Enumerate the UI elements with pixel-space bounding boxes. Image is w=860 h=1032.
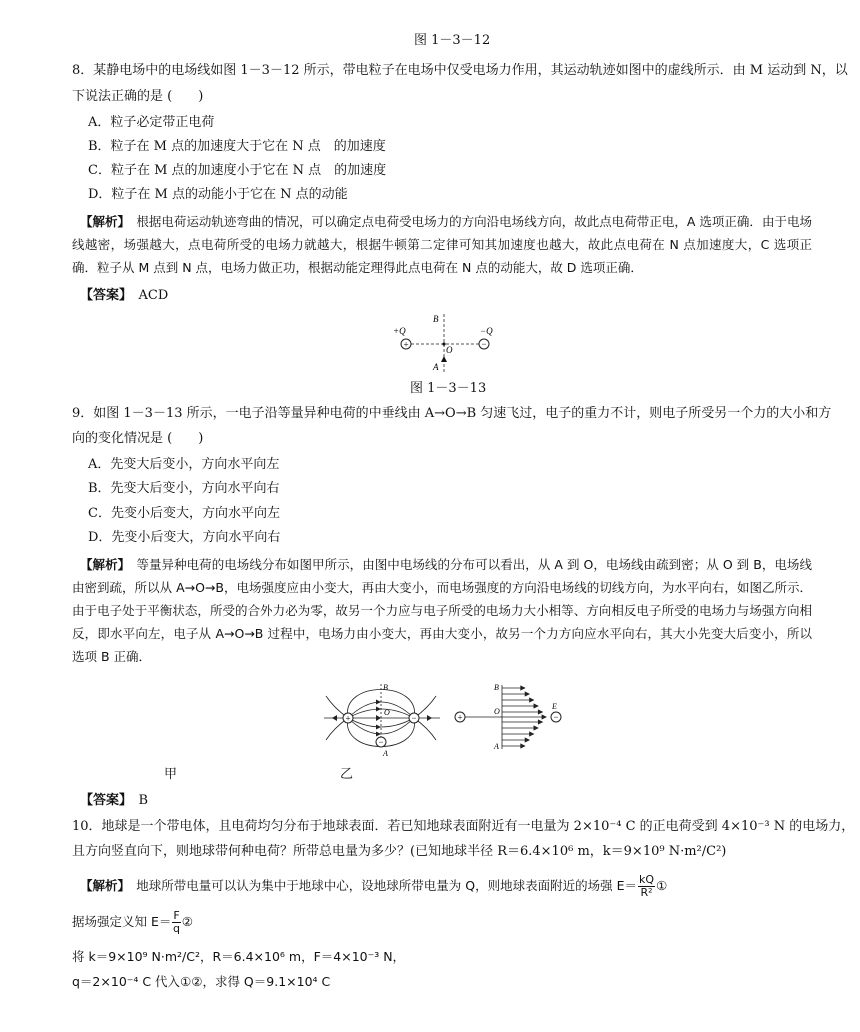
analysis-label: 【解析】 <box>80 878 124 893</box>
field-arrowhead <box>521 744 525 748</box>
field-arrowhead <box>534 704 538 708</box>
answer-label: 【答案】 <box>80 288 126 303</box>
q10-stem-line2: 且方向竖直向下，则地球带何种电荷？所带总电量为多少？(已知地球半径 R＝6.4×10⁶ m，k＝9×10⁹ N·m²/C²) <box>72 844 727 859</box>
label-o: O <box>446 345 453 355</box>
q8-option-c: C．粒子在 M 点的加速度小于它在 N 点 的加速度 <box>88 163 387 178</box>
q10-analysis-line4: q＝2×10⁻⁴ C 代入①②，求得 Q＝9.1×10⁴ C <box>72 974 331 989</box>
q9-answer <box>80 792 148 810</box>
analysis-label: 【解析】 <box>80 557 124 572</box>
field-arrowhead <box>534 726 538 730</box>
figure-caption-1-3-12: 图 1－3－12 <box>414 33 491 48</box>
q8-option-a: A．粒子必定带正电荷 <box>88 115 215 130</box>
analysis-label: 【解析】 <box>80 214 124 229</box>
q8-answer <box>80 287 168 305</box>
svg-text:−: − <box>553 712 559 722</box>
q8-option-b: B．粒子在 M 点的加速度大于它在 N 点 的加速度 <box>88 139 386 154</box>
label-b: B <box>494 683 499 692</box>
figure-yi-field-arrows <box>452 682 572 754</box>
figure-jia-field-lines <box>320 682 463 762</box>
q9-option-d: D．先变小后变大，方向水平向右 <box>88 530 281 545</box>
q8-analysis <box>72 210 812 279</box>
figure-label-yi: 乙 <box>340 767 354 782</box>
analysis-text: 等量异种电荷的电场线分布如图甲所示，由图中电场线的分布可以看出，从 A 到 O，电场线由疏到密；从 O 到 B，电场线由密到疏，所以从 A→O→B，电场强度应由小变大，再由大变小，而电场强度的方向沿电场线的切线方向，为水平向右，如图乙所示．由于电子处于平衡状态，所受的合外力必为零，故另一个力应与电子所受的电场力大小相等、方向相反电子所受的电场力与场强方向相反，即水平向左，电子从 A→O→B 过程中，电场力由小变大，再由大变小，故另一个力方向应水平向右，其大小先变大后变小，所以选项 B 正确． <box>72 557 812 664</box>
field-arrowhead <box>521 686 525 690</box>
q10-analysis-line1: 【解析】 地球所带电量可以认为集中于地球中心，设地球所带电量为 Q，则地球表面附近的场强 E＝ $\frac{kQ}{\text{R²}}$ ① <box>80 873 668 899</box>
svg-text:+: + <box>345 713 351 724</box>
field-arrowhead <box>530 698 534 702</box>
figure-caption-1-3-13: 图 1－3－13 <box>410 381 487 396</box>
answer-label: 【答案】 <box>80 793 126 808</box>
answer-value: ACD <box>138 288 169 303</box>
fraction-f-q: $\frac{F}{q}$ <box>173 909 181 935</box>
q9-stem-line1: 9．如图 1－3－13 所示，一电子沿等量异种电荷的中垂线由 A→O→B 匀速飞过，电子的重力不计，则电子所受另一个力的大小和方 <box>72 406 832 421</box>
analysis-text: 地球所带电量可以认为集中于地球中心，设地球所带电量为 Q，则地球表面附近的场强 E＝ <box>136 878 637 893</box>
label-b: B <box>433 314 439 324</box>
q9-option-a: A．先变大后变小，方向水平向左 <box>88 457 280 472</box>
label-o: O <box>494 707 500 716</box>
q10-analysis-line3: 将 k＝9×10⁹ N·m²/C²，R＝6.4×10⁶ m，F＝4×10⁻³ N， <box>72 949 406 964</box>
field-arrowhead <box>542 715 546 719</box>
label-a: A <box>433 362 439 372</box>
q10-stem-line1: 10．地球是一个带电体，且电荷均匀分布于地球表面．若已知地球表面附近有一电量为 2×10⁻⁴ C 的正电荷受到 4×10⁻³ N 的电场力， <box>72 819 855 834</box>
label-plus-q: +Q <box>393 326 406 336</box>
svg-text:−: − <box>481 339 487 349</box>
label-a: A <box>383 749 388 758</box>
figure-label-jia: 甲 <box>164 767 178 782</box>
field-arrowhead <box>530 732 534 736</box>
q10-analysis-line2: 据场强定义知 E＝ $\frac{F}{q}$ ② <box>72 909 193 935</box>
q8-stem-line1: 8．某静电场中的电场线如图 1－3－12 所示，带电粒子在电场中仅受电场力作用，其运动轨迹如图中的虚线所示．由 M 运动到 N，以 <box>72 63 848 78</box>
label-e: E <box>552 702 557 711</box>
field-arrowhead <box>538 720 542 724</box>
figure-1-3-13 <box>390 312 500 378</box>
q9-option-c: C．先变小后变大，方向水平向左 <box>88 506 280 521</box>
answer-value: B <box>138 793 149 808</box>
q8-stem-line2: 下说法正确的是 ( ) <box>72 89 204 104</box>
field-arrowhead <box>525 692 529 696</box>
label-b: B <box>383 683 388 692</box>
label-a: A <box>494 742 499 751</box>
fraction-kq-r2: $\frac{kQ}{\text{R²}}$ <box>638 873 654 899</box>
svg-text:+: + <box>457 712 463 723</box>
q9-stem-line2: 向的变化情况是 ( ) <box>72 431 204 446</box>
q8-option-d: D．粒子在 M 点的动能小于它在 N 点的动能 <box>88 187 348 202</box>
field-arrowhead <box>538 710 542 714</box>
svg-text:+: + <box>403 339 409 350</box>
label-minus-q: −Q <box>480 326 493 336</box>
svg-text:−: − <box>411 713 417 723</box>
svg-text:−: − <box>378 737 384 747</box>
field-arrowhead <box>525 738 529 742</box>
label-o: O <box>384 708 390 717</box>
analysis-text: 根据电荷运动轨迹弯曲的情况，可以确定点电荷受电场力的方向沿电场线方向，故此点电荷带正电，A 选项正确．由于电场线越密，场强越大，点电荷所受的电场力就越大，根据牛顿第二定律可知其加速度也越大，故此点电荷在 N 点加速度大，C 选项正确．粒子从 M 点到 N 点，电场力做正功，根据动能定理得此点电荷在 N 点的动能大，故 D 选项正确． <box>72 214 812 275</box>
q9-option-b: B．先变大后变小，方向水平向右 <box>88 481 280 496</box>
q9-analysis <box>72 553 812 668</box>
